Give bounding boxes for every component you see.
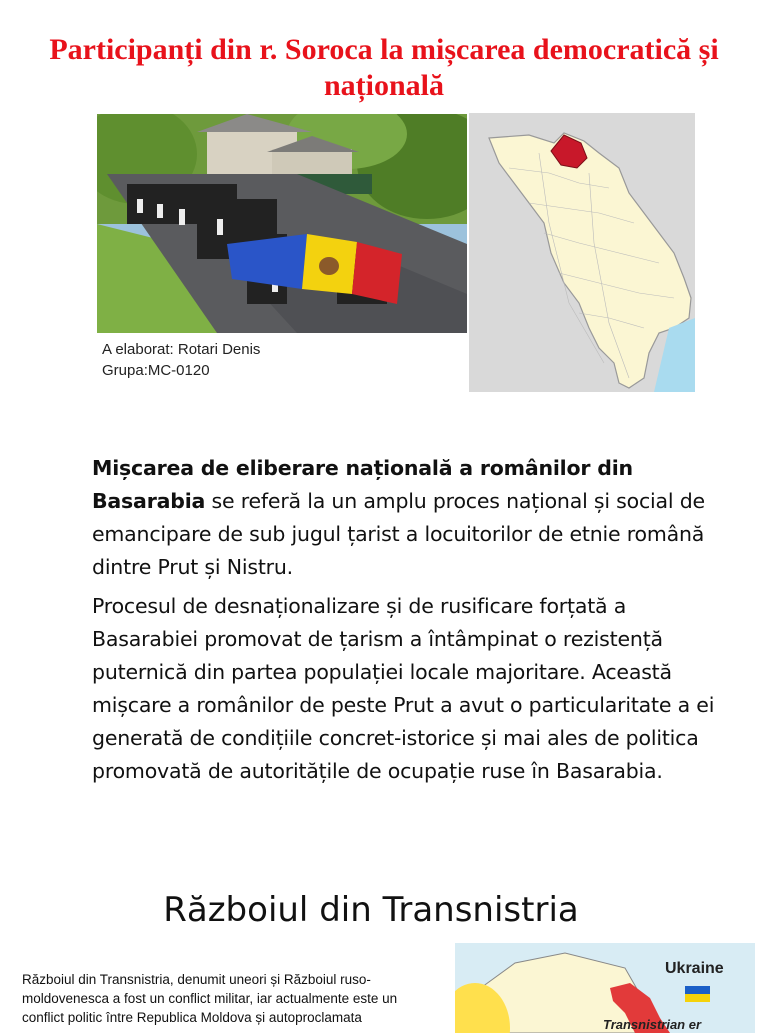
- moldova-map-shape: [469, 113, 695, 392]
- paragraph-1-rest: se referă la un amplu proces național și social de emancipare de sub jugul țarist a locuitorilor de etnie română dintre Prut și Nistru.: [92, 489, 705, 579]
- procession-photo-illustration: [97, 114, 467, 333]
- slide1-title: Participanți din r. Soroca la mișcarea democratică și națională: [49, 33, 719, 102]
- slide2-text: Războiul din Transnistria, denumit uneori și Războiul ruso-moldovenesca a fost un conflict militar, iar actualmente este un conflict politic între Republica Moldova și autoproclamata: [22, 972, 398, 1025]
- author-line: A elaborat: Rotari Denis: [102, 341, 261, 358]
- group-line: Grupa:MC-0120: [102, 362, 210, 379]
- procession-photo: [97, 114, 467, 333]
- transnistria-map: [455, 943, 755, 1033]
- moldova-map: [469, 113, 695, 392]
- ukraine-flag-icon: [685, 986, 710, 1002]
- paragraph-1-bold: Mișcarea de eliberare națională a românilor din Basarabia: [92, 456, 633, 513]
- paragraph-2: Procesul de desnaționalizare și de rusificare forțată a Basarabiei promovat de țarism a întâmpinat o rezistență puternică din partea populației locale majoritare. Această mișcare a românilor de peste Prut a avut o particularitate a ei generată de condițiile concret-istorice și mai ales de politica promovată de autoritățile de ocupație ruse în Basarabia.: [92, 594, 715, 783]
- paragraph-1: [92, 452, 712, 584]
- slide2-title: Războiul din Transnistria: [163, 890, 579, 930]
- credits: [102, 339, 260, 381]
- ukraine-label: Ukraine: [665, 960, 724, 977]
- transnistria-label: Transnistrian er: [603, 1017, 702, 1032]
